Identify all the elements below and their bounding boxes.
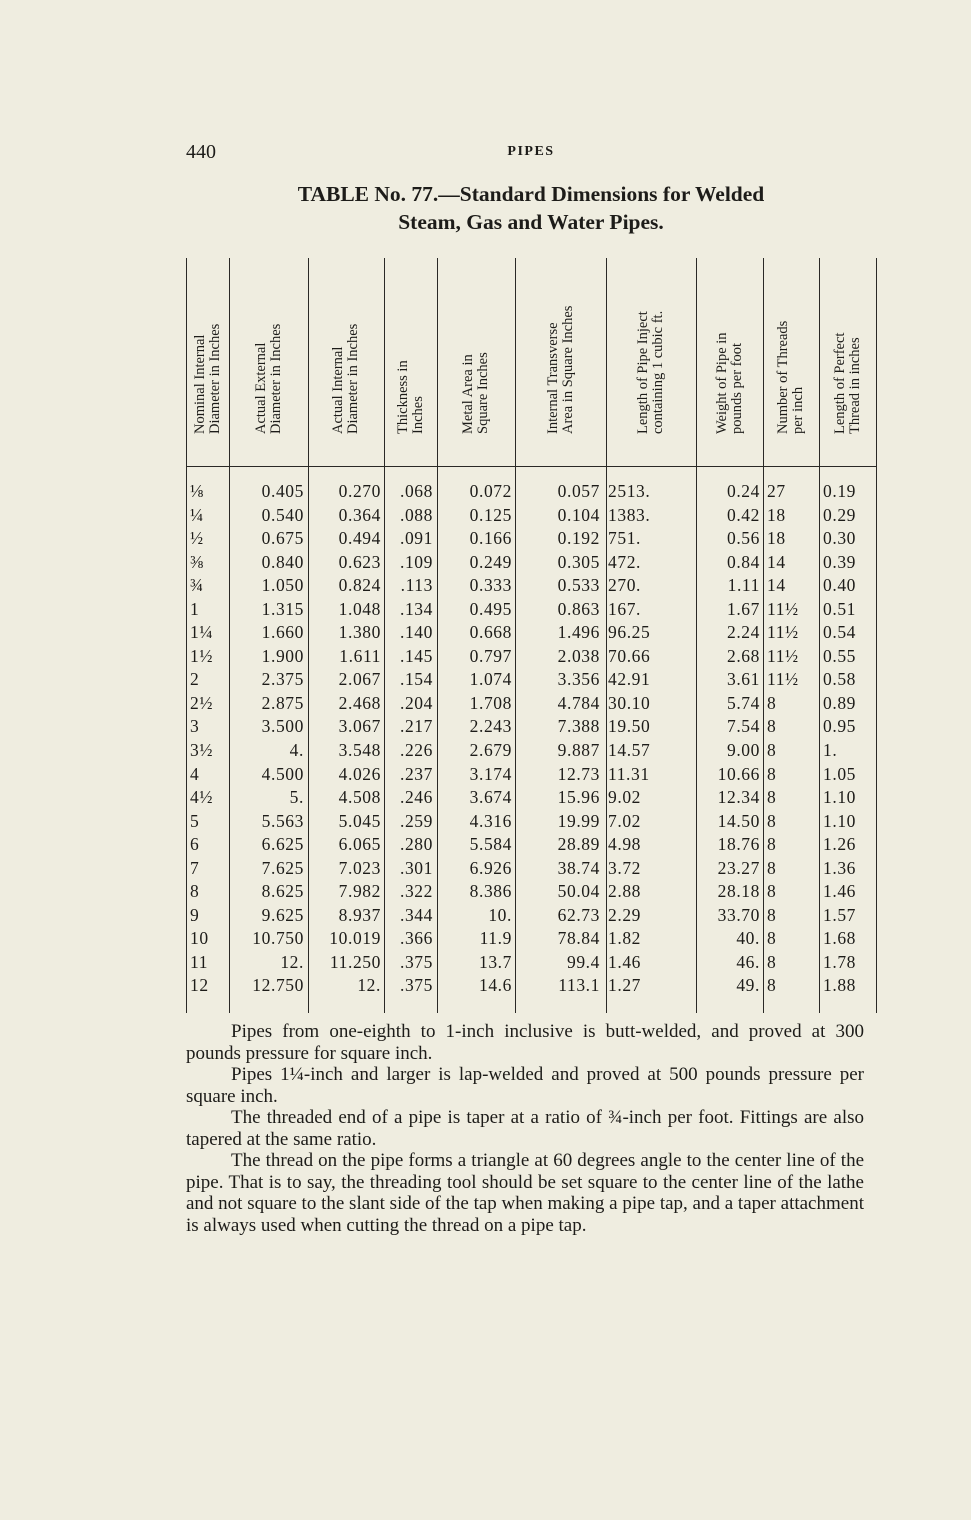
table-cell: 0.495	[469, 598, 512, 619]
column-header-line: Diameter in Inches	[267, 323, 284, 434]
column-header	[696, 264, 763, 464]
table-cell: 1.10	[823, 787, 857, 808]
table-cell: 11½	[767, 598, 799, 619]
column-header-line: pounds per foot	[728, 342, 745, 434]
notes-section	[186, 1021, 864, 1236]
table-cell: 1.46	[823, 881, 857, 902]
table-cell: 7	[190, 857, 200, 878]
table-cell: 11.9	[479, 928, 512, 949]
running-head	[186, 141, 876, 165]
table-cell: 4.	[289, 740, 304, 761]
table-cell: .226	[399, 740, 433, 761]
column-header-line: Actual External	[252, 342, 269, 434]
table-cell: 49.	[736, 975, 760, 996]
table-cell: 11½	[767, 622, 799, 643]
table-cell: 4.500	[261, 763, 304, 784]
table-cell: 0.95	[823, 716, 857, 737]
column-header-line: containing 1 cubic ft.	[650, 310, 666, 434]
table-cell: 472.	[608, 551, 642, 572]
column-header-line: Thickness in	[394, 360, 411, 434]
table-cell: 5.045	[338, 810, 381, 831]
table-cell: 1.57	[823, 904, 857, 925]
table-cell: 7.982	[338, 881, 381, 902]
table-cell: 12.73	[557, 763, 600, 784]
column-header	[606, 264, 696, 464]
column-header	[384, 264, 437, 464]
table-cell: 1¼	[190, 622, 214, 643]
table-cell: 12.34	[717, 787, 760, 808]
column-header-label	[193, 324, 223, 434]
table-cell: ½	[190, 528, 204, 549]
table-cell: 3.174	[469, 763, 512, 784]
table-cell: 14.57	[608, 740, 651, 761]
column-header-label	[331, 324, 361, 434]
table-cell: 2.88	[608, 881, 642, 902]
table-cell: 96.25	[608, 622, 651, 643]
column-header-label	[546, 306, 576, 434]
table-column	[515, 480, 600, 998]
table-cell: 12	[190, 975, 209, 996]
table-cell: 0.668	[469, 622, 512, 643]
table-cell: 0.863	[557, 598, 600, 619]
table-cell: 0.840	[261, 551, 304, 572]
note-paragraph: Pipes from one-eighth to 1-inch inclusive is butt-welded, and proved at 300 pounds pressure for square inch.	[186, 1021, 864, 1064]
table-cell: 1	[190, 598, 200, 619]
column-header	[819, 264, 876, 464]
column-header-label	[715, 332, 745, 434]
table-column	[384, 480, 433, 998]
table-cell: 28.89	[557, 834, 600, 855]
table-cell: .134	[399, 598, 433, 619]
table-cell: 11½	[767, 645, 799, 666]
table-cell: 0.39	[823, 551, 857, 572]
table-cell: 8	[767, 763, 777, 784]
table-cell: 6.065	[338, 834, 381, 855]
table-cell: 7.54	[726, 716, 760, 737]
page-number: 440	[186, 141, 216, 163]
table-cell: ⅛	[190, 481, 204, 501]
table-cell: .109	[399, 551, 433, 572]
table-cell: 0.89	[823, 692, 857, 713]
table-cell: 0.55	[823, 645, 857, 666]
column-header-line: Length of Perfect	[831, 332, 848, 434]
table-cell: 1.78	[823, 951, 857, 972]
table-cell: .068	[399, 481, 433, 501]
table-cell: 2.29	[608, 904, 642, 925]
column-header	[437, 264, 515, 464]
table-cell: 42.91	[608, 669, 651, 690]
table-cell: 0.675	[261, 528, 304, 549]
table-cell: 8.625	[261, 881, 304, 902]
table-cell: 0.305	[557, 551, 600, 572]
table-cell: 2.875	[261, 692, 304, 713]
table-title	[186, 180, 876, 236]
table-cell: 0.51	[823, 598, 857, 619]
column-header-line: Number of Threads	[775, 320, 791, 434]
table-cell: 8	[767, 975, 777, 996]
table-cell: 3	[190, 716, 200, 737]
table-cell: 4.98	[608, 834, 642, 855]
pipe-dimensions-table	[186, 258, 876, 1013]
table-cell: 11½	[767, 669, 799, 690]
table-cell: 18	[767, 504, 786, 525]
table-cell: .154	[399, 669, 433, 690]
table-cell: 8	[767, 692, 777, 713]
table-cell: 15.96	[557, 787, 600, 808]
table-cell: 4.316	[469, 810, 512, 831]
table-cell: 4.508	[338, 787, 381, 808]
column-header	[763, 264, 819, 464]
table-cell: 1.88	[823, 975, 857, 996]
table-cell: 0.166	[469, 528, 512, 549]
table-cell: 11.250	[329, 951, 381, 972]
table-cell: 1.67	[726, 598, 760, 619]
column-header-line: Internal Transverse	[544, 322, 561, 434]
table-cell: 8.937	[338, 904, 381, 925]
table-cell: .204	[399, 692, 433, 713]
column-header	[229, 264, 308, 464]
column-header	[308, 264, 384, 464]
table-cell: 14	[767, 575, 786, 596]
table-cell: 99.4	[566, 951, 600, 972]
table-cell: 0.405	[261, 481, 304, 501]
table-cell: 0.42	[726, 504, 760, 525]
table-cell: .375	[399, 951, 433, 972]
table-cell: .259	[399, 810, 433, 831]
table-cell: 1.048	[338, 598, 381, 619]
table-cell: 0.623	[338, 551, 381, 572]
table-cell: 8.386	[469, 881, 512, 902]
column-header	[515, 264, 606, 464]
table-cell: 10	[190, 928, 209, 949]
table-cell: 1.36	[823, 857, 857, 878]
table-cell: 113.1	[558, 975, 600, 996]
table-cell: .366	[399, 928, 433, 949]
table-title-line-2: Steam, Gas and Water Pipes.	[398, 210, 664, 234]
note-paragraph: Pipes 1¼-inch and larger is lap-welded and proved at 500 pounds pressure per square inch.	[186, 1064, 864, 1107]
table-cell: 8	[767, 904, 777, 925]
column-header-line: per inch	[790, 386, 806, 434]
table-cell: .217	[399, 716, 433, 737]
table-cell: 1.05	[823, 763, 857, 784]
table-cell: 3.674	[469, 787, 512, 808]
column-header-line: Area in Square Inches	[559, 305, 576, 434]
table-cell: 3.500	[261, 716, 304, 737]
table-cell: 11	[190, 951, 209, 972]
table-cell: 1.27	[608, 975, 642, 996]
note-paragraph: The threaded end of a pipe is taper at a ratio of ¾-inch per foot. Fittings are also tapered at the same ratio.	[186, 1107, 864, 1150]
table-cell: 70.66	[608, 645, 651, 666]
table-cell: 0.533	[557, 575, 600, 596]
table-cell: 12.	[280, 951, 304, 972]
table-cell: 0.19	[823, 481, 857, 501]
column-header-label	[636, 311, 666, 434]
table-cell: 1.611	[339, 645, 381, 666]
column-header-line: Weight of Pipe in	[713, 332, 730, 434]
table-cell: .246	[399, 787, 433, 808]
column-header	[186, 264, 229, 464]
table-cell: 19.50	[608, 716, 651, 737]
table-cell: 0.057	[557, 481, 600, 501]
table-cell: 0.824	[338, 575, 381, 596]
table-cell: 0.30	[823, 528, 857, 549]
table-title-line-1: TABLE No. 77.—Standard Dimensions for Welded	[297, 182, 765, 206]
column-header-line: Length of Pipe Inject	[635, 311, 651, 434]
column-header-line: Nominal Internal	[191, 334, 208, 434]
table-cell: 1.660	[261, 622, 304, 643]
table-cell: ¼	[190, 504, 204, 525]
table-cell: 1.496	[557, 622, 600, 643]
table-cell: .091	[399, 528, 433, 549]
table-cell: 7.625	[261, 857, 304, 878]
table-cell: .344	[399, 904, 433, 925]
table-cell: .322	[399, 881, 433, 902]
table-cell: 1½	[190, 645, 214, 666]
table-cell: 9.625	[261, 904, 304, 925]
table-cell: 9.887	[557, 740, 600, 761]
table-cell: 33.70	[717, 904, 760, 925]
table-cell: 12.750	[252, 975, 304, 996]
table-cell: 2.24	[726, 622, 760, 643]
table-cell: 0.072	[469, 481, 512, 501]
table-cell: 5.563	[261, 810, 304, 831]
table-cell: 2.468	[338, 692, 381, 713]
table-cell: 14.50	[717, 810, 760, 831]
table-cell: 14	[767, 551, 786, 572]
column-header-label	[776, 321, 806, 434]
table-cell: 78.84	[557, 928, 600, 949]
table-cell: 8	[767, 834, 777, 855]
table-cell: 10.	[488, 904, 512, 925]
table-cell: 10.66	[717, 763, 760, 784]
table-cell: 23.27	[717, 857, 760, 878]
table-cell: 10.019	[329, 928, 381, 949]
table-cell: 1.900	[261, 645, 304, 666]
table-cell: 4	[190, 763, 200, 784]
table-cell: 0.270	[338, 481, 381, 501]
table-cell: 1.82	[608, 928, 642, 949]
table-cell: 4.026	[338, 763, 381, 784]
table-cell: 6	[190, 834, 200, 855]
table-cell: 270.	[608, 575, 642, 596]
table-cell: 3.61	[726, 669, 760, 690]
table-cell: 3.72	[608, 857, 642, 878]
running-title: PIPES	[507, 144, 555, 159]
table-cell: 8	[767, 951, 777, 972]
column-header-line: Metal Area in	[460, 354, 476, 434]
table-column	[186, 480, 229, 998]
table-cell: 6.625	[261, 834, 304, 855]
table-cell: .113	[400, 575, 433, 596]
table-cell: ¾	[190, 575, 204, 596]
table-cell: 1.46	[608, 951, 642, 972]
table-cell: 18.76	[717, 834, 760, 855]
table-column	[696, 480, 760, 998]
table-cell: 4.784	[557, 692, 600, 713]
table-cell: 1.11	[727, 575, 760, 596]
table-cell: .088	[399, 504, 433, 525]
table-cell: 8	[767, 810, 777, 831]
table-cell: ⅜	[190, 551, 204, 572]
table-cell: 1.380	[338, 622, 381, 643]
table-cell: 8	[767, 928, 777, 949]
table-cell: 167.	[608, 598, 642, 619]
table-cell: 4½	[190, 787, 214, 808]
table-cell: 0.249	[469, 551, 512, 572]
table-cell: 2513.	[608, 481, 651, 501]
table-cell: 2½	[190, 692, 214, 713]
table-cell: 2.038	[557, 645, 600, 666]
table-cell: .375	[399, 975, 433, 996]
column-header-label	[254, 324, 284, 434]
table-cell: 13.7	[478, 951, 512, 972]
table-right-border	[876, 258, 877, 1013]
table-column	[606, 480, 696, 998]
table-cell: 38.74	[557, 857, 600, 878]
table-cell: 0.58	[823, 669, 857, 690]
table-cell: 50.04	[557, 881, 600, 902]
table-cell: 5.584	[469, 834, 512, 855]
table-cell: 2.68	[726, 645, 760, 666]
table-cell: 0.40	[823, 575, 857, 596]
table-cell: 3½	[190, 740, 214, 761]
table-cell: 0.54	[823, 622, 857, 643]
note-paragraph: The thread on the pipe forms a triangle at 60 degrees angle to the center line of the pipe. That is to say, the threading tool should be set square to the center line of the lathe and not square to the slant side of the tap when making a pipe tap, and a taper attachment is always used when cutting the thread on a pipe tap.	[186, 1150, 864, 1236]
column-header-line: Inches	[409, 396, 426, 434]
table-cell: 27	[767, 481, 786, 501]
table-cell: 8	[767, 881, 777, 902]
table-cell: 7.023	[338, 857, 381, 878]
table-cell: 3.548	[338, 740, 381, 761]
table-cell: 9	[190, 904, 200, 925]
table-column	[819, 480, 876, 998]
table-cell: 40.	[736, 928, 760, 949]
column-header-line: Thread in inches	[846, 337, 863, 434]
table-cell: 28.18	[717, 881, 760, 902]
column-header-label	[461, 352, 491, 434]
table-cell: 6.926	[469, 857, 512, 878]
table-cell: 9.02	[608, 787, 642, 808]
table-cell: .237	[399, 763, 433, 784]
table-cell: 1.68	[823, 928, 857, 949]
table-cell: 1.074	[469, 669, 512, 690]
table-cell: 1383.	[608, 504, 651, 525]
column-header-line: Square Inches	[475, 352, 491, 434]
table-cell: .140	[399, 622, 433, 643]
table-cell: 1.10	[823, 810, 857, 831]
table-cell: 0.540	[261, 504, 304, 525]
table-cell: 0.104	[557, 504, 600, 525]
table-cell: 11.31	[608, 763, 650, 784]
table-cell: 1.708	[469, 692, 512, 713]
table-cell: 2.067	[338, 669, 381, 690]
table-cell: 8	[767, 787, 777, 808]
table-cell: 3.067	[338, 716, 381, 737]
table-cell: 3.356	[557, 669, 600, 690]
table-cell: 18	[767, 528, 786, 549]
table-cell: .145	[399, 645, 433, 666]
table-cell: 7.02	[608, 810, 642, 831]
table-cell: 19.99	[557, 810, 600, 831]
table-column	[308, 480, 381, 998]
table-cell: 0.29	[823, 504, 857, 525]
table-cell: 8	[767, 857, 777, 878]
table-cell: 0.56	[726, 528, 760, 549]
table-cell: 1.050	[261, 575, 304, 596]
column-header-line: Actual Internal	[330, 346, 346, 434]
column-header-line: Diameter in Inches	[206, 323, 223, 434]
column-header-label	[396, 360, 426, 434]
table-cell: 1.315	[261, 598, 304, 619]
table-cell: 46.	[736, 951, 760, 972]
table-cell: 10.750	[252, 928, 304, 949]
table-cell: 8	[190, 881, 200, 902]
table-cell: 5.	[289, 787, 304, 808]
table-column	[763, 480, 819, 998]
table-cell: .280	[399, 834, 433, 855]
table-cell: 2.375	[261, 669, 304, 690]
table-cell: 12.	[357, 975, 381, 996]
table-cell: 9.00	[726, 740, 760, 761]
table-column	[437, 480, 512, 998]
table-cell: 1.	[823, 740, 838, 761]
table-cell: 5.74	[726, 692, 760, 713]
table-cell: 7.388	[557, 716, 600, 737]
table-cell: 2.243	[469, 716, 512, 737]
column-header-line: Diameter in Inches	[345, 323, 361, 434]
table-cell: 5	[190, 810, 200, 831]
table-cell: 0.797	[469, 645, 512, 666]
table-cell: 0.84	[726, 551, 760, 572]
table-cell: 8	[767, 740, 777, 761]
table-cell: 0.125	[469, 504, 512, 525]
table-cell: 62.73	[557, 904, 600, 925]
table-cell: 8	[767, 716, 777, 737]
table-cell: 0.24	[726, 481, 760, 501]
header-rule	[186, 466, 876, 467]
table-cell: 14.6	[478, 975, 512, 996]
table-cell: .301	[399, 857, 433, 878]
table-cell: 0.333	[469, 575, 512, 596]
table-cell: 30.10	[608, 692, 651, 713]
table-cell: 0.192	[557, 528, 600, 549]
table-column	[229, 480, 304, 998]
table-cell: 751.	[608, 528, 642, 549]
table-cell: 2	[190, 669, 200, 690]
column-header-label	[833, 333, 863, 434]
table-cell: 0.364	[338, 504, 381, 525]
table-cell: 2.679	[469, 740, 512, 761]
table-cell: 1.26	[823, 834, 857, 855]
table-cell: 0.494	[338, 528, 381, 549]
